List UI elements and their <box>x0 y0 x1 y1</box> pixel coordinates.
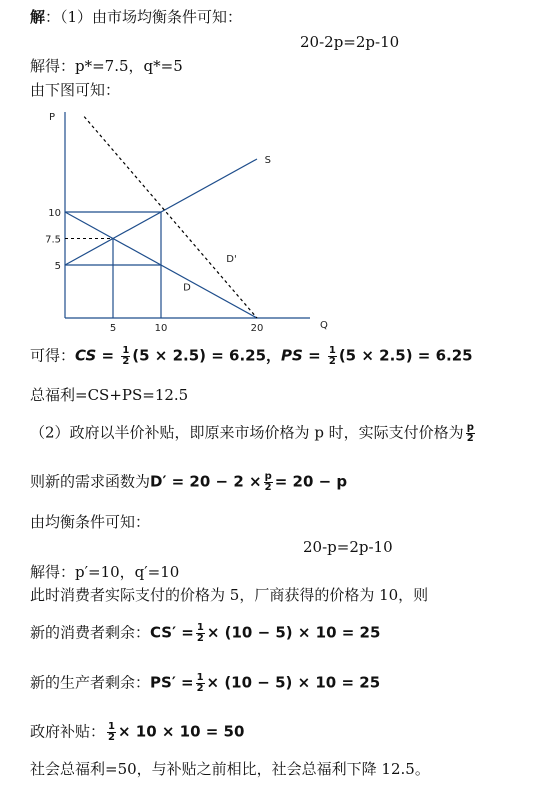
subsidy-label: 政府补贴： <box>30 722 106 741</box>
equilibrium-equation-2: 20-p=2p-10 <box>303 538 393 556</box>
new-cs-fraction: $\frac{1}{2}$ <box>196 622 204 644</box>
series-label-S: S <box>264 155 272 166</box>
y-tick-label: 5 <box>54 261 61 272</box>
new-demand-lhs: D′ = 20 − 2 × <box>150 472 262 491</box>
series-label-D-prime: D' <box>226 253 237 265</box>
cs-expression: (5 × 2.5) = 6.25， <box>132 346 282 365</box>
ps-expression: (5 × 2.5) = 6.25 <box>338 346 473 365</box>
cs-fraction: $\frac{1}{2}$ <box>122 345 130 367</box>
intro-line <box>30 8 242 26</box>
equilibrium-equation-1: 20-2p=2p-10 <box>300 33 400 51</box>
solution-label: 解 <box>30 8 46 26</box>
new-cs-line <box>30 623 380 644</box>
surplus-prefix: 可得： <box>30 346 76 365</box>
x-tick-label: 10 <box>154 323 168 334</box>
solution-1: 解得：p*=7.5，q*=5 <box>30 57 183 75</box>
series-label-D: D <box>183 282 191 294</box>
x-tick-label: 20 <box>250 323 264 334</box>
subsidy-intro-text: （2）政府以半价补贴，即原来市场价格为 p 时，实际支付价格为 <box>30 423 464 442</box>
new-ps-lhs: PS′ = <box>150 673 194 692</box>
x-tick-label: 5 <box>109 323 117 334</box>
series-line-D-prime <box>84 117 257 318</box>
conclusion-text: 社会总福利=50，与补贴之前相比，社会总福利下降 12.5。 <box>30 760 430 778</box>
subsidy-fraction: $\frac{1}{2}$ <box>108 721 115 743</box>
y-tick-label: 10 <box>48 208 61 219</box>
new-cs-expression: × (10 − 5) × 10 = 25 <box>206 623 381 642</box>
x-axis-label: Q <box>320 320 328 331</box>
balance-text: 由均衡条件可知： <box>30 513 151 531</box>
cs-variable: CS <box>75 346 97 365</box>
subsidy-line <box>30 722 244 743</box>
surplus-line: 可得：CS = $\frac{1}{2}$ (5 × 2.5) = 6.25，PS = $\frac{1}{2}$ (5 × 2.5) = 6.25 <box>30 345 473 367</box>
new-demand-rhs: = 20 − p <box>274 472 348 491</box>
from-graph-text: 由下图可知： <box>30 81 121 99</box>
subsidy-intro <box>30 423 477 444</box>
y-axis-label: P <box>49 112 56 123</box>
new-demand-line <box>30 472 347 493</box>
new-demand-prefix: 则新的需求函数为 <box>30 472 151 491</box>
ps-variable: PS <box>281 346 303 365</box>
supply-demand-chart <box>30 100 350 340</box>
solution-2: 解得：p′=10，q′=10 <box>30 563 180 581</box>
ps-fraction: $\frac{1}{2}$ <box>328 345 336 367</box>
new-ps-expression: × (10 − 5) × 10 = 25 <box>206 673 381 692</box>
new-cs-lhs: CS′ = <box>150 623 194 642</box>
new-ps-fraction: $\frac{1}{2}$ <box>196 672 204 694</box>
new-ps-label: 新的生产者剩余： <box>30 673 151 692</box>
half-price-fraction: $\frac{p}{2}$ <box>466 422 474 444</box>
y-tick-label: 7.5 <box>45 234 61 246</box>
total-welfare-1: 总福利=CS+PS=12.5 <box>30 386 189 404</box>
new-cs-label: 新的消费者剩余： <box>30 623 151 642</box>
new-ps-line <box>30 673 380 694</box>
new-demand-fraction: $\frac{p}{2}$ <box>264 471 272 493</box>
subsidy-expression: × 10 × 10 = 50 <box>117 722 245 741</box>
intro-text: ：（1）由市场均衡条件可知： <box>45 8 243 26</box>
prices-text: 此时消费者实际支付的价格为 5，厂商获得的价格为 10，则 <box>30 586 429 604</box>
